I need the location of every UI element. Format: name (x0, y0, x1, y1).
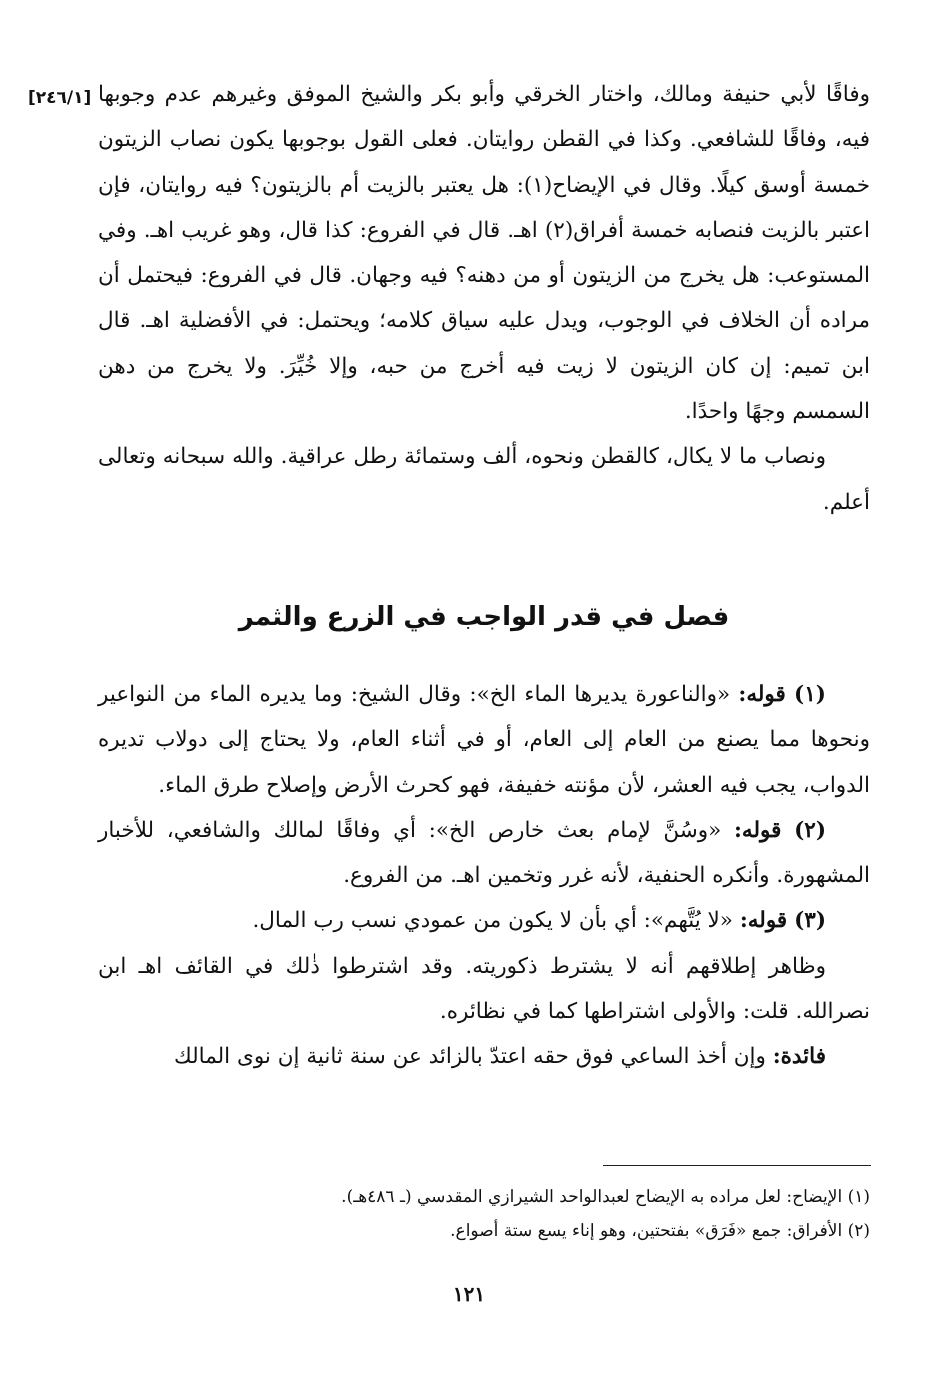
opening-text (98, 72, 870, 525)
benefit-text: وإن أخذ الساعي فوق حقه اعتدّ بالزائد عن سنة ثانية إن نوى المالك (173, 1044, 766, 1070)
footnote-item: (٢) الأفراق: جمع «فَرَق» بفتحتين، وهو إناء يسع ستة أصواع. (450, 1221, 870, 1241)
footnotes (120, 1180, 870, 1248)
note-text: «وسُنَّ لإمام بعث خارص الخ»: أي وفاقًا لمالك والشافعي، للأخبار المشهورة. وأنكره الحنفية، لأنه غرر وتخمين اهـ. من الفروع. (98, 817, 870, 889)
note-number: (٢) (794, 817, 826, 843)
note-item (98, 672, 870, 808)
footnote-divider (603, 1165, 871, 1166)
page-number: ١٢١ (452, 1282, 486, 1306)
paragraph-cotton-nisab: ونصاب ما لا يكال، كالقطن ونحوه، ألف وستمائة رطل عراقية. والله سبحانه وتعالى أعلم. (98, 444, 870, 515)
note-number: (١) (794, 682, 826, 707)
note-item (98, 898, 870, 943)
notes-text (98, 672, 870, 1080)
note-text: «والناعورة يديرها الماء الخ»: وقال الشيخ: وما يديره الماء من النواعير ونحوها مما يصنع من العام إلى العام، أو في أثناء العام، ولا يحتاج إلى دولاب تديره الدواب، يجب فيه العشر، لأن مؤنته خفيفة، فهو كحرث الأرض وإصلاح طرق الماء. (98, 682, 870, 798)
tail-paragraph: وظاهر إطلاقهم أنه لا يشترط ذكوريته. وقد اشترطوا ذٰلك في القائف اهـ ابن نصرالله. قلت: والأولى اشتراطها كما في نظائره. (98, 953, 870, 1025)
benefit-label: فائدة: (772, 1044, 826, 1070)
margin-reference: [٢٤٦/١] (28, 88, 92, 108)
note-text: «لا يُتَّهم»: أي بأن لا يكون من عمودي نسب رب المال. (252, 908, 733, 934)
note-label: قوله: (738, 682, 786, 707)
footnote-item: (١) الإيضاح: لعل مراده به الإيضاح لعبدالواحد الشيرازي المقدسي (ـ ٤٨٦هـ). (341, 1187, 870, 1207)
section-heading: فصل في قدر الواجب في الزرع والثمر (238, 602, 730, 632)
benefit-paragraph (98, 1034, 870, 1079)
note-label: قوله: (739, 908, 788, 934)
paragraph-zakat-olives: وفاقًا لأبي حنيفة ومالك، واختار الخرقي وأبو بكر والشيخ الموفق وغيرهم عدم وجوبها فيه، وفاقًا للشافعي. وكذا في القطن روايتان. فعلى القول بوجوبها يكون نصاب الزيتون خمسة أوسق كيلًا. وقال في الإيضاح(١): هل يعتبر بالزيت أم بالزيتون؟ فيه روايتان، فإن اعتبر بالزيت فنصابه خمسة أفراق(٢) اهـ. قال في الفروع: كذا قال، وهو غريب اهـ. وفي المستوعب: هل يخرج من الزيتون أو من دهنه؟ فيه وجهان. قال في الفروع: فيحتمل أن مراده أن الخلاف في الوجوب، ويدل عليه سياق كلامه؛ ويحتمل: في الأفضلية اهـ. قال ابن تميم: إن كان الزيتون لا زيت فيه أخرج من حبه، وإلا خُيِّرَ. ولا يخرج من دهن السمسم وجهًا واحدًا. (98, 82, 871, 425)
note-number: (٣) (794, 908, 826, 934)
note-item (98, 808, 870, 899)
note-label: قوله: (733, 817, 782, 843)
